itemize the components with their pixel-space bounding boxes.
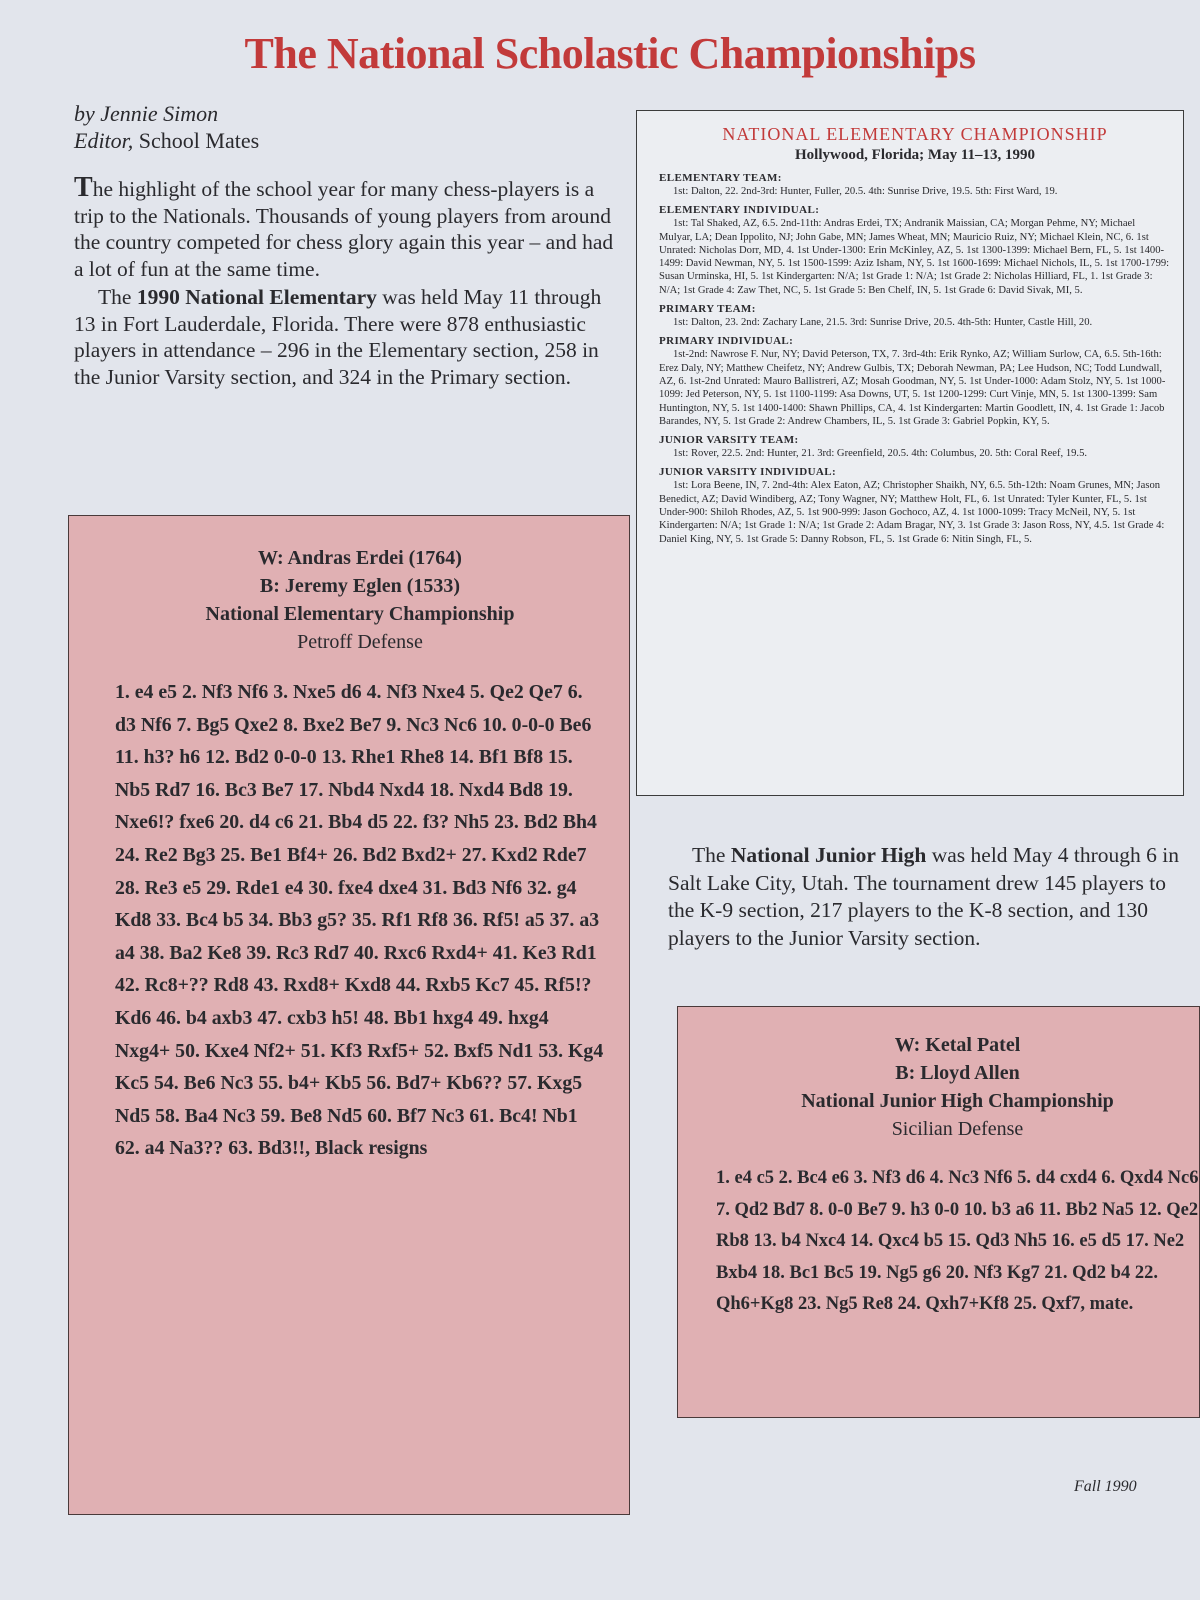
game-moves: 1. e4 e5 2. Nf3 Nf6 3. Nxe5 d6 4. Nf3 Nxe4 5. Qe2 Qe7 6. d3 Nf6 7. Bg5 Qxe2 8. Bxe2 Be7 9. Nc3 Nc6 10. 0-0-0 Be6 11. h3? h6 12. Bd2 0-0-0 13. Rhe1 Rhe8 14. Bf1 Bf8 15. Nb5 Rd7 16. Bc3 Be7 17. Nbd4 Nxd4 18. Nxd4 Bd8 19. Nxe6!? fxe6 20. d4 c6 21. Bb4 d5 22. f3? Nh5 23. Bd2 Bh4 24. Re2 Bg3 25. Be1 Bf4+ 26. Bd2 Bxd2+ 27. Kxd2 Rde7 28. Re3 e5 29. Rde1 e4 30. fxe4 dxe4 31. Bd3 Nf6 32. g4 Kd8 33. Bc4 b5 34. Bb3 g5? 35. Rf1 Rf8 36. Rf5! a5 37. a3 a4 38. Ba2 Ke8 39. Rc3 Rd7 40. Rxc6 Rxd4+ 41. Ke3 Rd1 42. Rc8+?? Rd8 43. Rxd8+ Kxd8 44. Rxb5 Kc7 45. Rf5!? Kd6 46. b4 axb3 47. cxb3 h5! 48. Bb1 hxg4 49. hxg4 Nxg4+ 50. Kxe4 Nf2+ 51. Kf3 Rxf5+ 52. Bxf5 Nd1 53. Kg4 Kc5 54. Be6 Nc3 55. b4+ Kb5 56. Bd7+ Kb6?? 57. Kxg5 Nd5 58. Ba4 Nc3 59. Be8 Nd5 60. Bf7 Nc3 61. Bc4! Nb1 62. a4 Na3?? 63. Bd3!!, Black resigns [115,681,604,1160]
results-section [659,466,1171,545]
junior-high-paragraph [668,842,1188,952]
byline-publication: School Mates [138,128,260,153]
drop-cap: T [74,172,93,203]
results-section [659,335,1171,428]
junior-high-post: was held May 4 through 6 in Salt Lake City, Utah. The tournament drew 145 players to the K-9 section, 217 players to the K-8 section, and 130 players to the Junior Varsity section. [668,843,1179,950]
results-box [636,110,1184,796]
page-title: The National Scholastic Championships [244,29,976,78]
intro-paragraph-1 [74,172,614,282]
game-white-player: W: Ketal Patel [894,1034,1021,1056]
game-opening: Sicilian Defense [891,1118,1024,1140]
results-section-body: 1st: Tal Shaked, AZ, 6.5. 2nd-11th: Andras Erdei, TX; Andranik Maissian, CA; Morgan Pehme, NY; Michael Mulyar, LA; Dean Ippolito, NJ; John Gabe, MN; James Wheat, MN; Mauricio Ruiz, NY; Michael Klein, NC, 6. 1st Unrated: Nicholas Dorr, MD, 4. 1st Under-1300: Erin McKinley, AZ, 5. 1st 1300-1399: Michael Bern, FL, 5. 1st 1400-1499: David Newman, NY, 5. 1st 1500-1599: Aziz Isham, NY, 5. 1st 1600-1699: Michael Nichols, IL, 5. 1st 1700-1799: Susan Urminska, HI, 5. 1st Kindergarten: N/A; 1st Grade 1: N/A; 1st Grade 2: Nicholas Hilliard, FL, 1. 1st Grade 3: N/A; 1st Grade 4: Zaw Thet, NC, 5. 1st Grade 5: Ben Chelf, IN, 5. 1st Grade 6: David Sivak, MI, 5. [659,218,1170,296]
results-section-body: 1st: Rover, 22.5. 2nd: Hunter, 21. 3rd: Greenfield, 20.5. 4th: Columbus, 20. 5th: Coral Reef, 19.5. [673,448,1088,460]
results-section-body: 1st-2nd: Nawrose F. Nur, NY; David Peterson, TX, 7. 3rd-4th: Erik Rynko, AZ; William Surlow, CA, 6.5. 5th-16th: Erez Daly, NY; Matthew Cheifetz, NY; Andrew Gulbis, TX; Deborah Newman, PA; Lee Hudson, NC; Todd Lundwall, AZ, 6. 1st-2nd Unrated: Mauro Ballistreri, AZ; Mosah Goodman, NY, 5. 1st Under-1000: Adam Stolz, NY, 5. 1st 1000-1099: Jed Peterson, NY, 5. 1st 1100-1199: Asa Downs, UT, 5. 1st 1200-1299: Curt Vinje, MN, 5. 1st 1300-1399: Sam Huntington, NY, 5. 1st 1400-1400: Shawn Phillips, CA, 4. 1st Kindergarten: Martin Goodlett, IN, 4. 1st Grade 1: Jacob Barandes, NY, 5. 1st Grade 2: Andrew Chambers, IL, 5. 1st Grade 3: Gabriel Popkin, KY, 5. [659,349,1166,427]
results-section-title: PRIMARY INDIVIDUAL: [659,335,794,348]
issue-footer: Fall 1990 [1074,1478,1137,1495]
intro-text [74,172,614,392]
byline [74,100,259,154]
game-header [716,1031,1199,1143]
game-box-junior-high [677,1006,1200,1418]
game-white-player: W: Andras Erdei (1764) [258,547,462,569]
game-event: National Junior High Championship [801,1090,1114,1112]
game-black-player: B: Lloyd Allen [895,1062,1020,1084]
intro-paragraph-2-bold: 1990 National Elementary [136,285,377,309]
results-section-body: 1st: Lora Beene, IN, 7. 2nd-4th: Alex Eaton, AZ; Christopher Shaikh, NY, 6.5. 5th-12th: Noam Grunes, MN; Jason Benedict, AZ; David Windiberg, AZ; Tony Wagner, NY; Matthew Holt, FL, 6. 1st Unrated: Tyler Kunter, FL, 5. 1st Under-900: Shiloh Rhodes, AZ, 5. 1st 900-999: Jason Gochoco, AZ, 4. 1st 1000-1099: Tracy McNeil, NY, 5. 1st Kindergarten: N/A; 1st Grade 1: N/A; 1st Grade 2: Adam Bragar, NY, 3. 1st Grade 3: Jason Ross, NY, 4.5. 1st Grade 4: Daniel King, NY, 5. 1st Grade 5: Danny Robson, FL, 5. 1st Grade 6: Nitin Singh, FL, 5. [659,480,1165,545]
results-section-title: JUNIOR VARSITY INDIVIDUAL: [659,466,837,479]
byline-prefix: by [74,101,101,126]
results-section [659,172,1171,198]
results-section-body: 1st: Dalton, 23. 2nd: Zachary Lane, 21.5. 3rd: Sunrise Drive, 20.5. 4th-5th: Hunter, Castle Hill, 20. [673,317,1093,329]
results-section [659,303,1171,329]
results-section-body: 1st: Dalton, 22. 2nd-3rd: Hunter, Fuller, 20.5. 4th: Sunrise Drive, 19.5. 5th: First Ward, 19. [673,186,1058,197]
results-heading: NATIONAL ELEMENTARY CHAMPIONSHIP [722,124,1108,144]
results-section-title: JUNIOR VARSITY TEAM: [659,434,799,447]
intro-paragraph-1-text: he highlight of the school year for many chess-players is a trip to the Nationals. Thousands of young players from around the country competed for chess glory again this year – and had a lot of fun at the same time. [74,177,614,281]
game-moves: 1. e4 c5 2. Bc4 e6 3. Nf3 d6 4. Nc3 Nf6 5. d4 cxd4 6. Qxd4 Nc6 7. Qd2 Bd7 8. 0-0 Be7 9. h3 0-0 10. b3 a6 11. Bb2 Na5 12. Qe2 Rb8 13. b4 Nxc4 14. Qxc4 b5 15. Qd3 Nh5 16. e5 d5 17. Ne2 Bxb4 18. Bc1 Bc5 19. Ng5 g6 20. Nf3 Kg7 21. Qd2 b4 22. Qh6+Kg8 23. Ng5 Re8 24. Qxh7+Kf8 25. Qxf7, mate. [716,1168,1199,1314]
game-box-elementary [68,515,630,1515]
intro-paragraph-2 [74,284,614,390]
game-black-player: B: Jeremy Eglen (1533) [259,575,461,597]
results-section-title: PRIMARY TEAM: [659,303,756,316]
junior-high-bold: National Junior High [730,843,927,867]
results-section [659,434,1171,460]
game-opening: Petroff Defense [297,631,423,653]
results-section [659,204,1171,297]
results-subheading: Hollywood, Florida; May 11–13, 1990 [795,147,1035,163]
intro-paragraph-2-pre: The [98,285,137,309]
results-section-title: ELEMENTARY INDIVIDUAL: [659,204,820,217]
game-header [115,544,605,656]
byline-role: Editor, [74,128,139,153]
byline-author: Jennie Simon [100,101,219,126]
junior-high-pre: The [692,843,731,867]
results-section-title: ELEMENTARY TEAM: [659,172,782,184]
game-event: National Elementary Championship [205,603,515,625]
intro-paragraph-2-post: was held May 11 through 13 in Fort Lauderdale, Florida. There were 878 enthusiastic players in attendance – 296 in the Elementary section, 258 in the Junior Varsity section, and 324 in the Primary section. [74,285,602,389]
